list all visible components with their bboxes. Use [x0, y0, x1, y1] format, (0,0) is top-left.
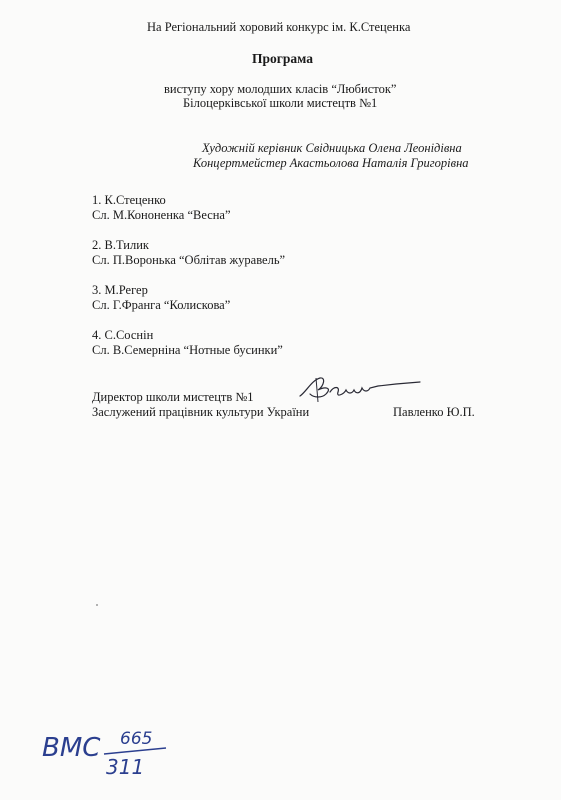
signature-image: [296, 372, 426, 408]
subtitle-line-1: виступу хору молодших класів “Любисток”: [164, 82, 397, 96]
art-director-line: Художній керівник Свідницька Олена Леонідівна: [202, 141, 462, 155]
program-item-3-piece: Сл. Г.Франга “Колискова”: [92, 298, 231, 312]
handwritten-numerator: 665: [120, 729, 153, 749]
director-name: Павленко Ю.П.: [393, 405, 475, 419]
program-item-2-piece: Сл. П.Вороньк​а “Облітав журавель”: [92, 253, 286, 267]
subtitle-line-2: Білоцерківської школи мистецтв №1: [183, 96, 378, 110]
program-item-4-piece: Сл. В.Семерніна “Нотные бусинки”: [92, 343, 283, 357]
program-item-1-composer: 1. К.Стеценко: [92, 193, 166, 207]
page-title: Програма: [252, 51, 314, 66]
program-item-3-composer: 3. М.Регер: [92, 283, 148, 297]
handwritten-registration-mark: [40, 718, 170, 778]
handwritten-mark-text: ВМС: [42, 733, 101, 763]
handwritten-denominator: 311: [106, 755, 145, 778]
program-item-1-piece: Сл. М.Кононенка “Весна”: [92, 208, 231, 222]
director-title-line: Заслужений працівник культури України: [92, 405, 310, 419]
scan-speck: [96, 604, 98, 606]
program-item-4-composer: 4. С.Соснін: [92, 328, 154, 342]
accompanist-line: Концертмейстер Акастьолова Наталія Григорівна: [193, 156, 469, 170]
contest-line: На Регіональний хоровий конкурс ім. К.Стеценка: [147, 20, 411, 34]
program-item-2-composer: 2. В.Тилик: [92, 238, 149, 252]
director-line: Директор школи мистецтв №1: [92, 390, 254, 404]
